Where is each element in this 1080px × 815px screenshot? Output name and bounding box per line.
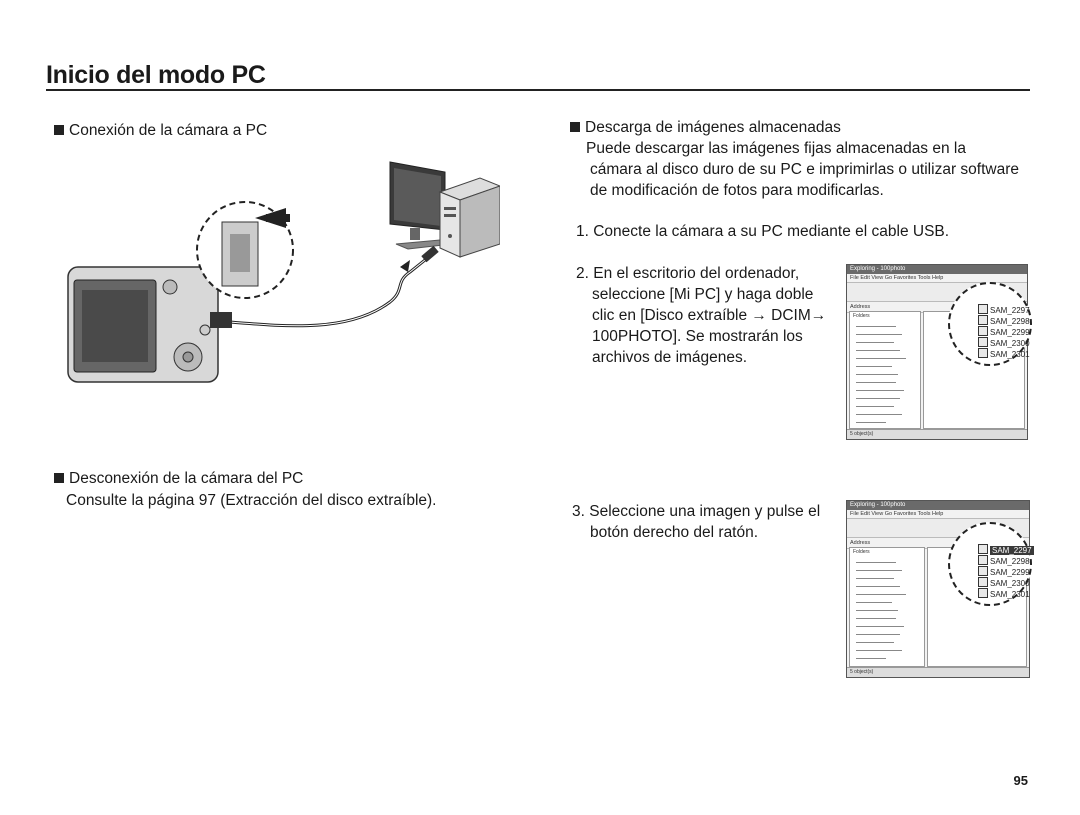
callout-file (978, 337, 1030, 348)
file-list-callout-1 (948, 282, 1032, 366)
image-file-icon (978, 577, 988, 587)
step-2-line-3: clic en [Disco extraíble → DCIM→ (592, 307, 827, 324)
callout-file (978, 588, 1030, 599)
callout-file (978, 566, 1030, 577)
step-2-line-5: archivos de imágenes. (592, 349, 748, 366)
step-2-line-2: seleccione [Mi PC] y haga doble (592, 286, 814, 303)
download-heading-text: Descarga de imágenes almacenadas (585, 119, 841, 136)
callout-file (978, 315, 1030, 326)
callout-file (978, 577, 1030, 588)
disconnect-heading-text: Desconexión de la cámara del PC (69, 470, 304, 487)
file-list-callout-2 (948, 522, 1032, 606)
download-text-line-2: cámara al disco duro de su PC e imprimirlas o utilizar software (590, 161, 1019, 178)
explorer-statusbar: 5 object(s) (847, 429, 1027, 439)
download-text-line-1: Puede descargar las imágenes fijas almacenadas en la (586, 140, 966, 157)
callout-file (978, 348, 1030, 359)
step-2-line-1: 2. En el escritorio del ordenador, (576, 265, 800, 282)
explorer-address-bar: Address (847, 302, 1027, 313)
image-file-icon (978, 304, 988, 314)
explorer-titlebar: Exploring - 100photo (847, 501, 1029, 510)
callout-file (978, 326, 1030, 337)
explorer-folder-tree (849, 311, 921, 429)
explorer-folder-tree (849, 547, 925, 667)
explorer-menubar: File Edit View Go Favorites Tools Help (847, 510, 1029, 519)
folders-label: Folders (853, 313, 870, 319)
file-name: SAM_2301 (990, 590, 1030, 599)
file-name: SAM_2297 (990, 306, 1030, 315)
file-name: SAM_2298 (990, 557, 1030, 566)
image-file-icon (978, 315, 988, 325)
disconnect-heading (54, 468, 303, 489)
file-name: SAM_2297 (992, 546, 1032, 555)
step-1: 1. Conecte la cámara a su PC mediante el cable USB. (576, 223, 950, 240)
camera-pc-connection-illustration (60, 152, 500, 402)
step-2-line-4: 100PHOTO]. Se mostrarán los (592, 328, 803, 345)
image-file-icon (978, 544, 988, 554)
zoom-callout (197, 202, 293, 298)
download-heading (570, 117, 841, 138)
download-text-line-3: de modificación de fotos para modificarlas. (590, 182, 884, 199)
image-file-icon (978, 555, 988, 565)
file-name: SAM_2299 (990, 568, 1030, 577)
callout-file-selected (978, 544, 1034, 555)
file-name: SAM_2299 (990, 328, 1030, 337)
step-3-line-2: botón derecho del ratón. (590, 524, 759, 541)
callout-file (978, 304, 1030, 315)
explorer-menubar: File Edit View Go Favorites Tools Help (847, 274, 1027, 283)
page-number: 95 (1013, 773, 1028, 788)
file-name: SAM_2298 (990, 317, 1030, 326)
bullet-square-icon (54, 125, 64, 135)
connect-heading-text: Conexión de la cámara a PC (69, 122, 268, 139)
bullet-square-icon (54, 473, 64, 483)
file-name: SAM_2300 (990, 579, 1030, 588)
bullet-square-icon (570, 122, 580, 132)
camera-icon (68, 267, 232, 382)
pc-tower-icon (440, 178, 500, 257)
connect-heading (54, 120, 267, 141)
file-name: SAM_2300 (990, 339, 1030, 348)
disconnect-text: Consulte la página 97 (Extracción del disco extraíble). (66, 492, 437, 509)
image-file-icon (978, 566, 988, 576)
folders-label: Folders (853, 549, 870, 555)
callout-file (978, 555, 1030, 566)
file-name: SAM_2301 (990, 350, 1030, 359)
image-file-icon (978, 326, 988, 336)
image-file-icon (978, 337, 988, 347)
explorer-titlebar: Exploring - 100photo (847, 265, 1027, 274)
title-rule (46, 89, 1030, 91)
image-file-icon (978, 588, 988, 598)
page-title: Inicio del modo PC (46, 61, 266, 89)
explorer-statusbar: 5 object(s) (847, 667, 1029, 677)
image-file-icon (978, 348, 988, 358)
explorer-address-bar: Address (847, 538, 1029, 549)
step-3-line-1: 3. Seleccione una imagen y pulse el (572, 503, 821, 520)
